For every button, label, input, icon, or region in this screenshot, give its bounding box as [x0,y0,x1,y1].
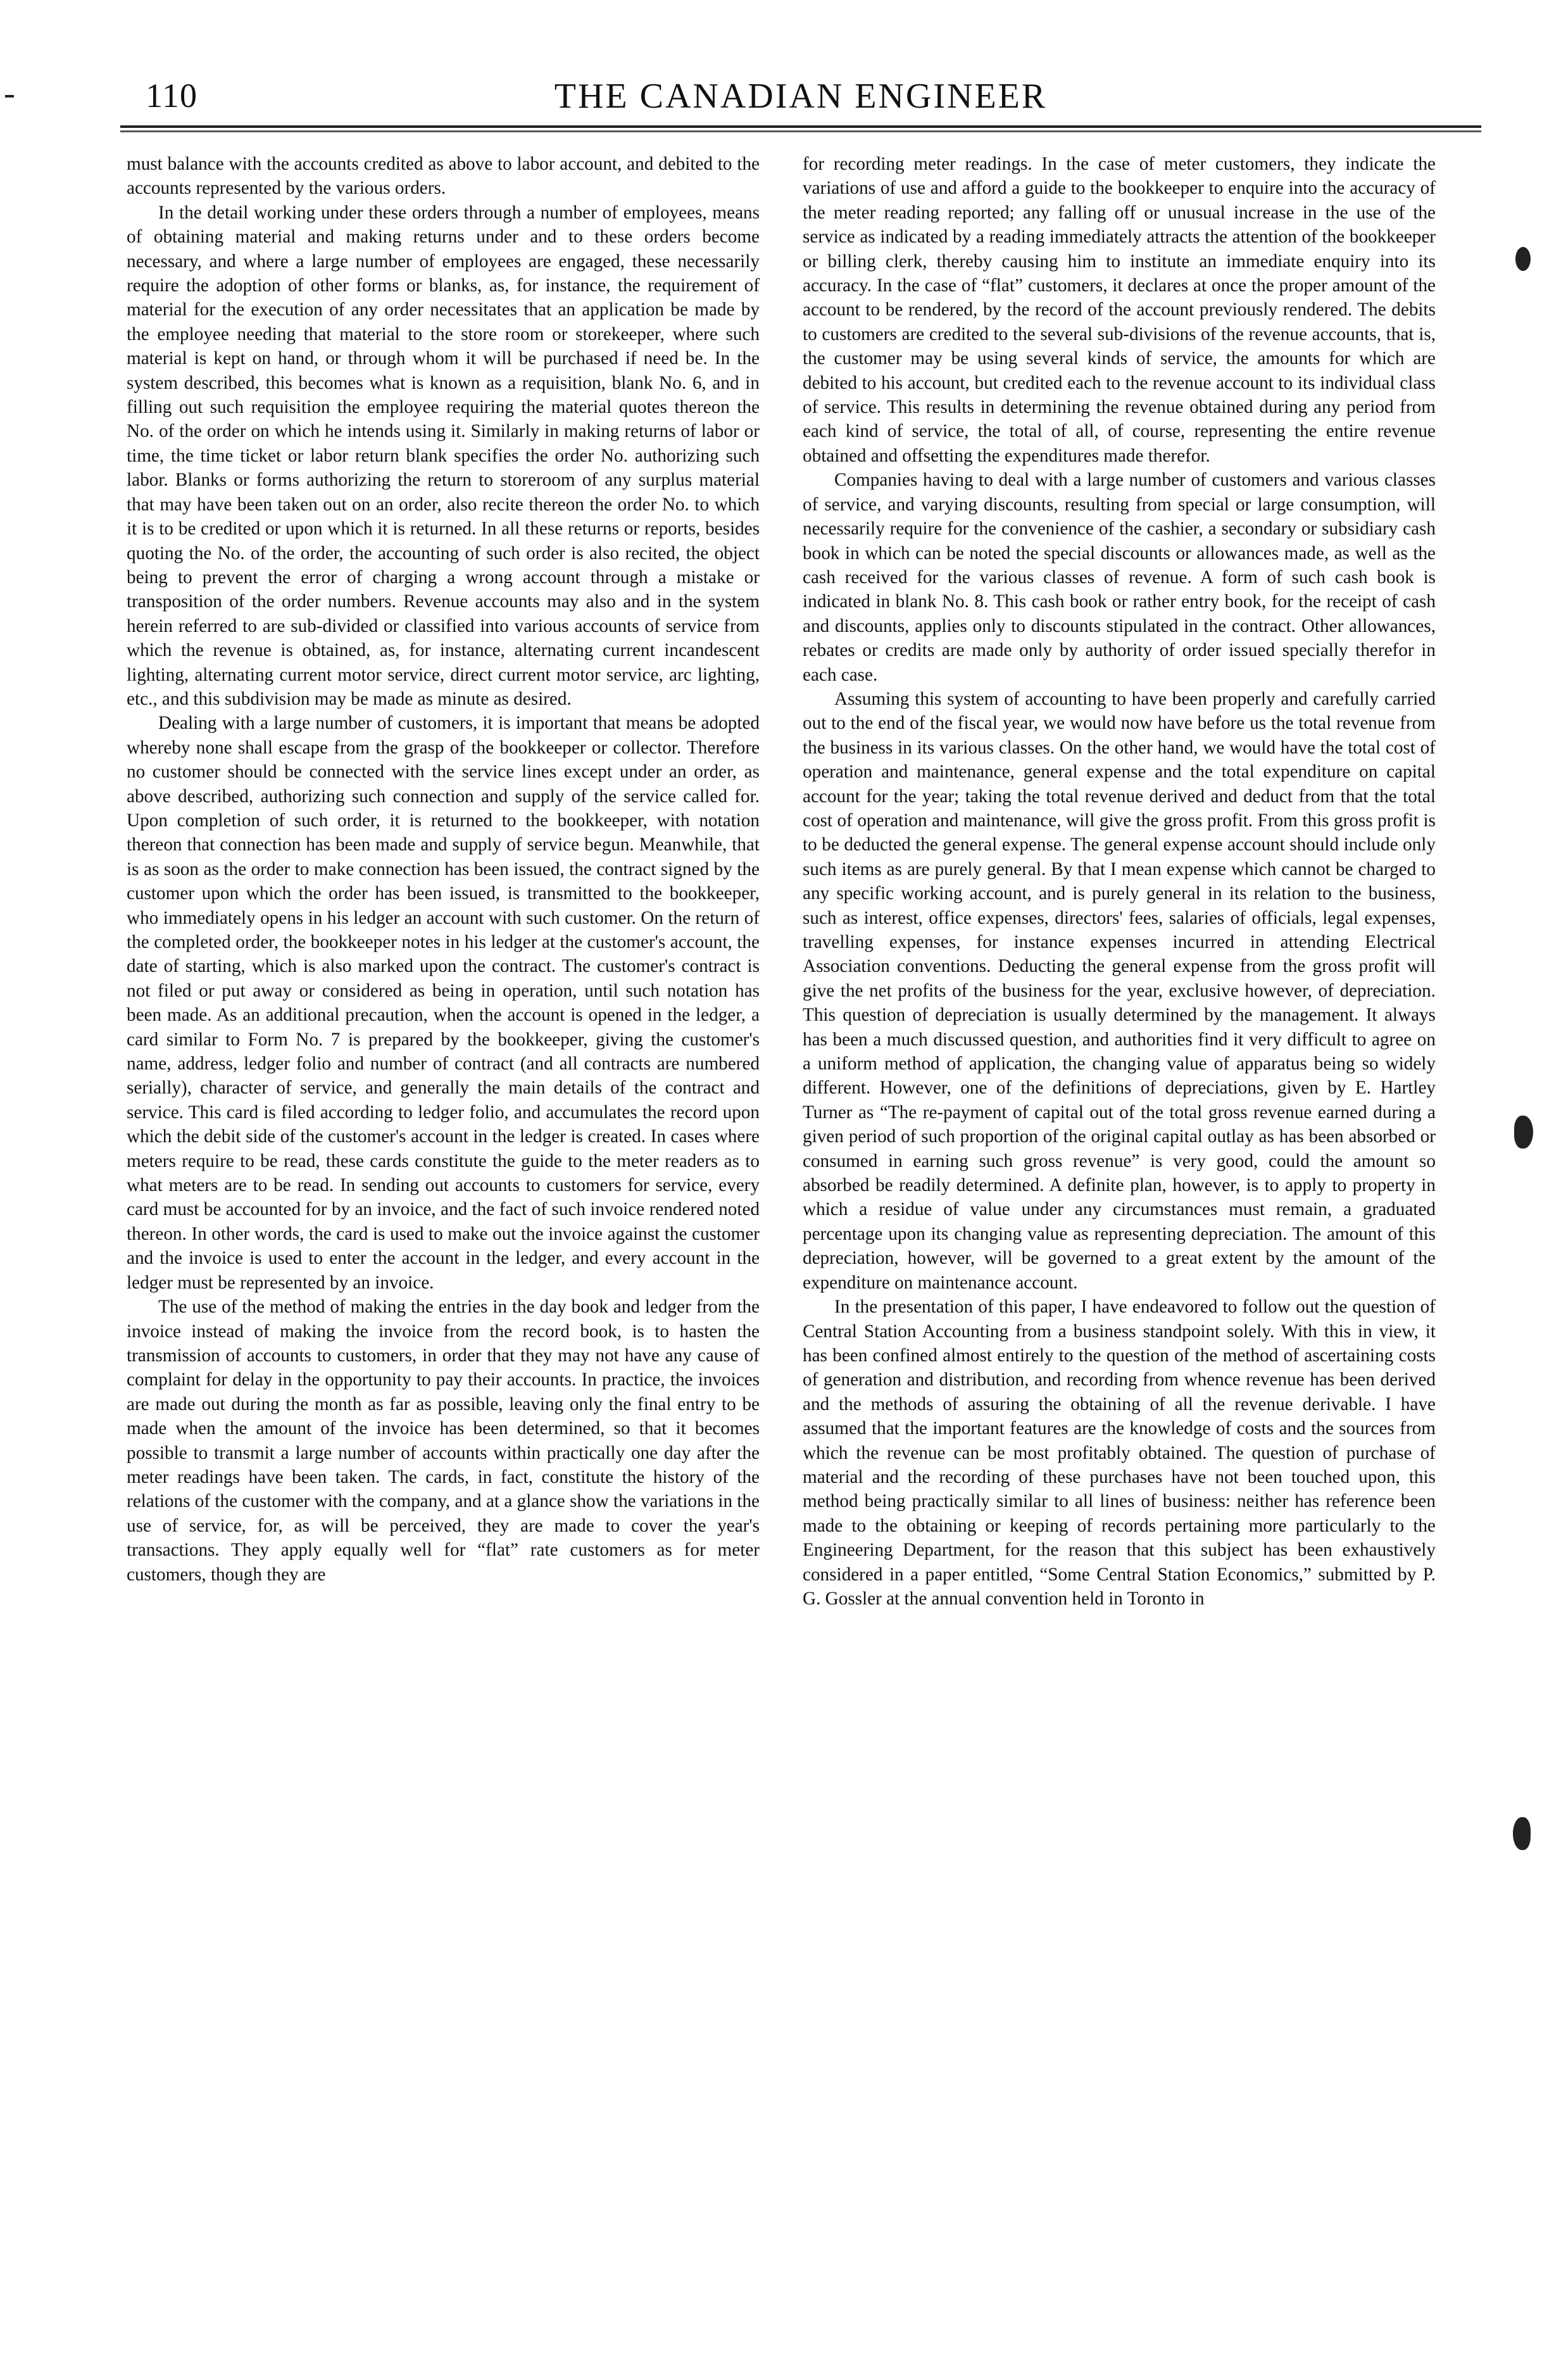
margin-dash [5,95,14,98]
right-column [803,152,1436,1611]
left-column [127,152,760,1587]
paragraph: The use of the method of making the entries in the day book and ledger from the invoice instead of making the invoice from the record book, is to hasten the transmission of accounts to customers, in order that they may not have any cause of complaint for delay in the opportunity to pay their accounts. In practice, the invoices are made out during the month as far as possible, leaving only the final entry to be made when the amount of the invoice has been determined, so that it becomes possible to transmit a large number of accounts within practically one day after the meter readings have been taken. The cards, in fact, constitute the history of the relations of the customer with the company, and at a glance show the variations in the use of service, for, as will be perceived, they are made to cover the year's transactions. They apply equally well for “flat” rate customers as for meter customers, though they are [127,1297,760,1585]
paragraph: for recording meter readings. In the case of meter customers, they indicate the variations of use and afford a guide to the bookkeeper to enquire into the accuracy of the meter reading reported; any falling off or unusual increase in the use of the service as indicated by a reading immediately attracts the attention of the bookkeeper or billing clerk, thereby causing him to institute an immediate enquiry into its accuracy. In the case of “flat” customers, it declares at once the proper amount of the account to be rendered, by the record of the account previously rendered. The debits to customers are credited to the several sub-divisions of the revenue accounts, that is, the customer may be using several kinds of service, the amounts for which are debited to his account, but credited each to the revenue account to its individual class of service. This results in determining the revenue obtained during any period from each kind of service, the total of all, of course, representing the entire revenue obtained and offsetting the expenditures made therefor. [803,154,1436,466]
binding-hole-mark [1513,1817,1531,1850]
binding-hole-mark [1515,247,1531,271]
paragraph: Companies having to deal with a large number of customers and various classes of service, and varying discounts, resulting from special or large consumption, will necessarily require for the convenience of the cashier, a secondary or subsidiary cash book in which can be noted the special discounts or allowances made, as well as the cash received for the various classes of revenue. A form of such cash book is indicated in blank No. 8. This cash book or rather entry book, for the receipt of cash and discounts, applies only to discounts stipulated in the contract. Other allowances, rebates or credits are made only by authority of order issued specially therefor in each case. [803,470,1436,685]
paragraph: Dealing with a large number of customers, it is important that means be adopted whereby none shall escape from the grasp of the bookkeeper or collector. Therefore no customer should be connected with the service lines except under an order, as above described, authorizing such connection and supply of the service called for. Upon completion of such order, it is returned to the bookkeeper, with notation thereon that connection has been made and supply of service begun. Meanwhile, that is as soon as the order to make connection has been issued, the contract signed by the customer upon which the order has been issued, is transmitted to the bookkeeper, who immediately opens in his ledger an account with such customer. On the return of the completed order, the bookkeeper notes in his ledger at the customer's account, the date of starting, which is also marked upon the contract. The customer's contract is not filed or put away or considered as being in operation, until such notation has been made. As an additional precaution, when the account is opened in the ledger, a card similar to Form No. 7 is prepared by the bookkeeper, giving the customer's name, address, ledger folio and number of contract (and all contracts are numbered serially), character of service, and generally the main details of the contract and service. This card is filed according to ledger folio, and accumulates the record upon which the debit side of the customer's account in the ledger is created. In cases where meters require to be read, these cards constitute the guide to the meter readers as to what meters are to be read. In sending out accounts to customers for service, every card must be accounted for by an invoice, and the fact of such invoice rendered noted thereon. In other words, the card is used to make out the invoice against the customer and the invoice is used to enter the account in the ledger, and every account in the ledger must be represented by an invoice. [127,713,760,1293]
paragraph: In the presentation of this paper, I have endeavored to follow out the question of Central Station Accounting from a business standpoint solely. With this in view, it has been confined almost entirely to the question of the method of ascertaining costs of generation and distribution, and recording from whence revenue has been derived and the methods of assuring the obtaining of all the revenue derivable. I have assumed that the important features are the knowledge of costs and the sources from which the revenue can be most profitably obtained. The question of purchase of material and the recording of these purchases have not been touched upon, this method being practically similar to all lines of business: neither has reference been made to the obtaining or keeping of records pertaining more particularly to the Engineering Department, for the reason that this subject has been exhaustively considered in a paper entitled, “Some Central Station Economics,” submitted by P. G. Gossler at the annual convention held in Toronto in [803,1297,1436,1609]
journal-title: THE CANADIAN ENGINEER [554,77,1048,116]
page-header [120,76,1481,120]
header-rule [120,125,1481,128]
paragraph: In the detail working under these orders through a number of employees, means of obtaining material and making returns under and to these orders become necessary, and where a large number of employees are engaged, these necessarily require the adoption of other forms or blanks, as, for instance, the requirement of material for the execution of any order necessitates that an application be made by the employee needing that material to the store room or storekeeper, where such material is kept on hand, or through whom it will be purchased if need be. In the system described, this becomes what is known as a requisition, blank No. 6, and in filling out such requisition the employee requiring the material quotes thereon the No. of the order on which he intends using it. Similarly in making returns of labor or time, the time ticket or labor return blank specifies the order No. authorizing such labor. Blanks or forms authorizing the return to storeroom of any surplus material that may have been taken out on an order, also recite thereon the order No. to which it is to be credited or upon which it is returned. In all these returns or reports, besides quoting the No. of the order, the accounting of such order is also recited, the object being to prevent the error of charging a wrong account through a mistake or transposition of the order numbers. Revenue accounts may also and in the system herein referred to are sub-divided or classified into various accounts of service from which the revenue is obtained, as, for instance, alternating current incandescent lighting, alternating current motor service, direct current motor service, arc lighting, etc., and this subdivision may be made as minute as desired. [127,202,760,709]
page-number: 110 [146,77,197,115]
binding-hole-mark [1514,1116,1533,1149]
header-rule-secondary [120,130,1481,132]
paragraph: must balance with the accounts credited as above to labor account, and debited to the accounts represented by the various orders. [127,154,760,199]
paragraph: Assuming this system of accounting to have been properly and carefully carried out to the end of the fiscal year, we would now have before us the total revenue from the business in its various classes. On the other hand, we would have the total cost of operation and maintenance, general expense and the total expenditure on capital account for the year; taking the total revenue derived and deduct from that the total cost of operation and maintenance, will give the gross profit. From this gross profit is to be deducted the general expense. The general expense account should include only such items as are purely general. By that I mean expense which cannot be charged to any specific working account, and is purely general in its relation to the business, such as interest, office expenses, directors' fees, salaries of officials, legal expenses, travelling expenses, for instance expenses incurred in attending Electrical Association conventions. Deducting the general expense from the gross profit will give the net profits of the business for the year, exclusive however, of depreciation. This question of depreciation is usually determined by the management. It always has been a much discussed question, and authorities find it very difficult to agree on a uniform method of application, the changing value of apparatus being so widely different. However, one of the definitions of depreciations, given by E. Hartley Turner as “The re-payment of capital out of the total gross revenue earned during a given period of such proportion of the original capital outlay as has been absorbed or consumed in earning such gross revenue” is very good, could the amount so absorbed be readily determined. A definite plan, however, is to apply to property in which a residue of value under any circumstances must remain, a graduated percentage upon its changing value as representing depreciation. The amount of this depreciation, however, will be governed to a great extent by the amount of the expenditure on maintenance account. [803,688,1436,1293]
